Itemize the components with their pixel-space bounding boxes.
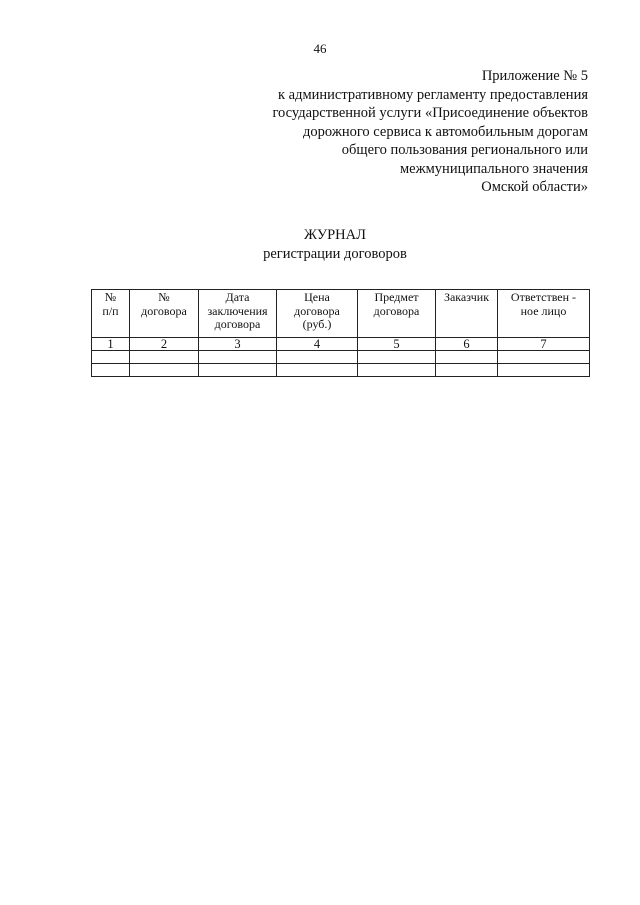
empty-cell xyxy=(199,351,277,364)
appendix-line: Приложение № 5 xyxy=(481,68,588,84)
appendix-line: межмуниципального значения xyxy=(400,160,588,177)
appendix-header xyxy=(188,67,588,197)
table-row xyxy=(92,364,590,377)
column-number-cell: 4 xyxy=(277,338,358,351)
page-number: 46 xyxy=(313,41,327,56)
header-cell-contract-date xyxy=(199,290,277,338)
empty-cell xyxy=(498,364,590,377)
header-text: Ответствен - xyxy=(510,290,577,304)
column-number-cell: 1 xyxy=(92,338,130,351)
appendix-line: Омской области» xyxy=(481,179,588,195)
column-number-cell: 7 xyxy=(498,338,590,351)
column-number-cell: 3 xyxy=(199,338,277,351)
table-header-row xyxy=(92,290,590,338)
header-text: Предмет xyxy=(374,290,419,304)
header-cell-responsible-person xyxy=(498,290,590,338)
empty-cell xyxy=(358,364,436,377)
empty-cell xyxy=(92,351,130,364)
empty-cell xyxy=(436,364,498,377)
empty-cell xyxy=(92,364,130,377)
appendix-line: к административному регламенту предоставления xyxy=(277,86,588,103)
header-text: № xyxy=(158,290,170,304)
empty-cell xyxy=(199,364,277,377)
header-text: договора xyxy=(214,317,261,331)
empty-cell xyxy=(277,364,358,377)
header-cell-customer xyxy=(436,290,498,338)
header-text: заключения xyxy=(207,303,268,318)
header-text: № xyxy=(104,290,117,304)
empty-cell xyxy=(358,351,436,364)
table-row xyxy=(92,351,590,364)
header-text: ное лицо xyxy=(520,303,567,318)
header-cell-contract-subject xyxy=(358,290,436,338)
column-number-row xyxy=(92,338,590,351)
appendix-line: государственной услуги «Присоединение объектов xyxy=(272,105,588,121)
appendix-line: дорожного сервиса к автомобильным дорогам xyxy=(303,123,588,140)
column-number-cell: 2 xyxy=(130,338,199,351)
header-text: (руб.) xyxy=(302,317,332,331)
empty-cell xyxy=(436,351,498,364)
header-text: договора xyxy=(373,303,420,318)
empty-cell xyxy=(498,351,590,364)
header-cell-contract-number xyxy=(130,290,199,338)
column-number-cell: 6 xyxy=(436,338,498,351)
header-cell-row-number xyxy=(92,290,130,338)
header-text: Дата xyxy=(225,290,250,304)
header-text: п/п xyxy=(102,303,119,318)
contracts-register-table xyxy=(91,289,590,377)
header-cell-contract-price xyxy=(277,290,358,338)
header-text: договора xyxy=(294,303,340,318)
journal-subtitle: регистрации договоров xyxy=(263,246,407,262)
header-text: договора xyxy=(141,303,187,318)
journal-title: ЖУРНАЛ xyxy=(304,227,366,243)
appendix-line: общего пользования регионального или xyxy=(341,142,588,158)
header-text: Заказчик xyxy=(443,290,490,304)
empty-cell xyxy=(130,351,199,364)
empty-cell xyxy=(130,364,199,377)
empty-cell xyxy=(277,351,358,364)
column-number-cell: 5 xyxy=(358,338,436,351)
header-text: Цена xyxy=(304,290,330,304)
